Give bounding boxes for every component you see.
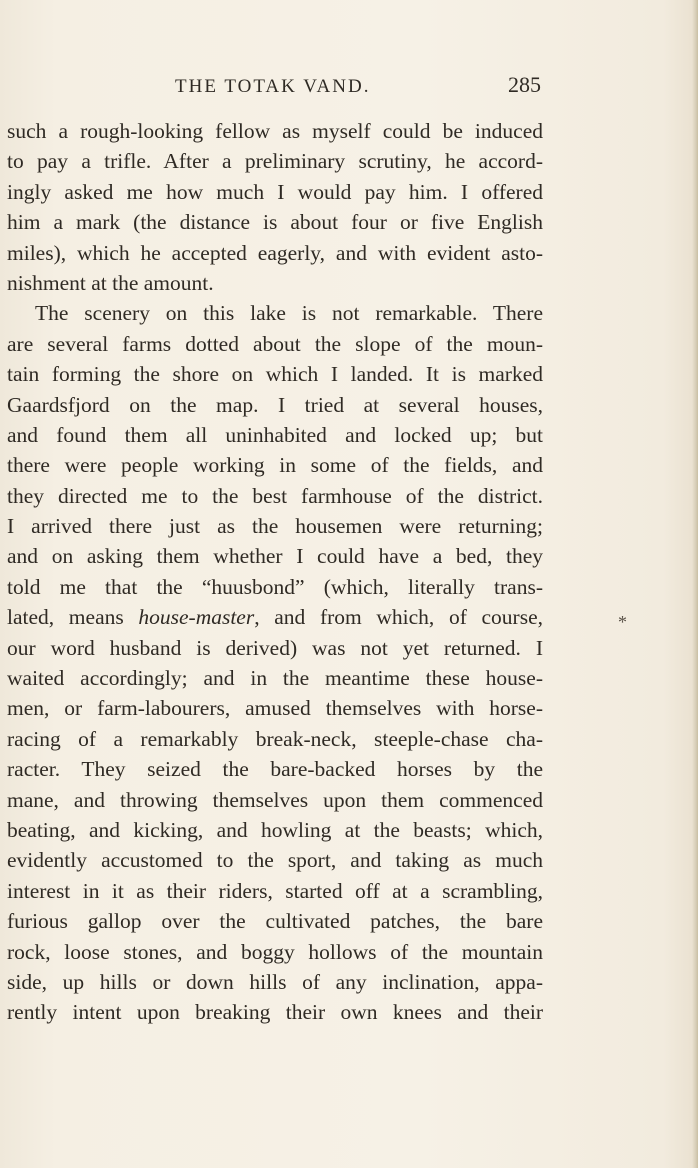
text-line: [7, 602, 543, 632]
text-line: [7, 116, 543, 146]
page-number: 285: [508, 72, 541, 97]
text-segment: and found them all uninhabited and locked up; but: [7, 422, 543, 447]
text-segment: mane, and throwing themselves upon them commenced: [7, 787, 543, 812]
text-segment: rently intent upon breaking their own knees and their: [7, 1000, 543, 1025]
text-line: [7, 572, 543, 602]
text-segment: are several farms dotted about the slope of the moun-: [7, 331, 543, 356]
text-line: [7, 754, 543, 784]
text-line: [7, 481, 543, 511]
text-segment: to pay a trifle. After a preliminary scrutiny, he accord-: [7, 149, 543, 174]
text-segment: Gaardsfjord on the map. I tried at several houses,: [7, 392, 543, 417]
text-segment: waited accordingly; and in the meantime these house-: [7, 666, 543, 691]
marginal-mark: *: [618, 612, 627, 632]
text-line: [7, 541, 543, 571]
text-line: [7, 207, 543, 237]
text-line: [7, 298, 543, 328]
text-line: [7, 724, 543, 754]
text-segment: ingly asked me how much I would pay him. I offered: [7, 179, 543, 204]
text-segment: racing of a remarkably break-neck, steeple-chase cha-: [7, 726, 543, 751]
text-segment: told me that the “huusbond” (which, literally trans-: [7, 574, 543, 599]
text-line: [7, 238, 543, 268]
text-segment: beating, and kicking, and howling at the beasts; which,: [7, 817, 543, 842]
text-segment: and on asking them whether I could have a bed, they: [7, 544, 543, 569]
text-segment: , and from which, of course,: [254, 605, 543, 630]
text-line: [7, 390, 543, 420]
text-segment: they directed me to the best farmhouse of the district.: [7, 483, 543, 508]
text-segment: tain forming the shore on which I landed. It is marked: [7, 362, 543, 387]
text-line: [7, 177, 543, 207]
text-segment: The scenery on this lake is not remarkable. There: [35, 301, 543, 326]
body-text: [7, 116, 543, 1028]
text-segment: evidently accustomed to the sport, and taking as much: [7, 848, 543, 873]
text-line: [7, 937, 543, 967]
text-line: [7, 997, 543, 1027]
page-edge-shadow: [692, 0, 698, 1168]
text-line: [7, 633, 543, 663]
text-line: [7, 906, 543, 936]
text-segment: lated, means: [7, 605, 139, 630]
text-line: [7, 845, 543, 875]
text-segment: rock, loose stones, and boggy hollows of the mountain: [7, 939, 543, 964]
text-line: [7, 146, 543, 176]
text-segment: miles), which he accepted eagerly, and with evident asto-: [7, 240, 543, 265]
text-segment: I arrived there just as the housemen were returning;: [7, 514, 543, 539]
text-line: [7, 268, 543, 298]
text-line: [7, 785, 543, 815]
text-segment: our word husband is derived) was not yet returned. I: [7, 635, 543, 660]
text-line: [7, 511, 543, 541]
text-segment: there were people working in some of the fields, and: [7, 453, 543, 478]
text-segment: nishment at the amount.: [7, 270, 214, 295]
text-line: [7, 359, 543, 389]
text-line: [7, 450, 543, 480]
text-line: [7, 420, 543, 450]
text-segment: men, or farm-labourers, amused themselves with horse-: [7, 696, 543, 721]
page-header: [0, 72, 698, 102]
text-segment: him a mark (the distance is about four or five English: [7, 210, 543, 235]
running-head: THE TOTAK VAND.: [175, 76, 371, 97]
text-segment: furious gallop over the cultivated patches, the bare: [7, 909, 543, 934]
text-segment: such a rough-looking fellow as myself could be induced: [7, 119, 543, 143]
text-segment: side, up hills or down hills of any inclination, appa-: [7, 969, 543, 994]
text-segment: interest in it as their riders, started off at a scrambling,: [7, 878, 543, 903]
italic-phrase: house-master: [138, 605, 255, 630]
text-line: [7, 329, 543, 359]
text-line: [7, 815, 543, 845]
text-line: [7, 876, 543, 906]
text-line: [7, 663, 543, 693]
text-line: [7, 693, 543, 723]
text-line: [7, 967, 543, 997]
text-segment: racter. They seized the bare-backed horses by the: [7, 757, 543, 782]
